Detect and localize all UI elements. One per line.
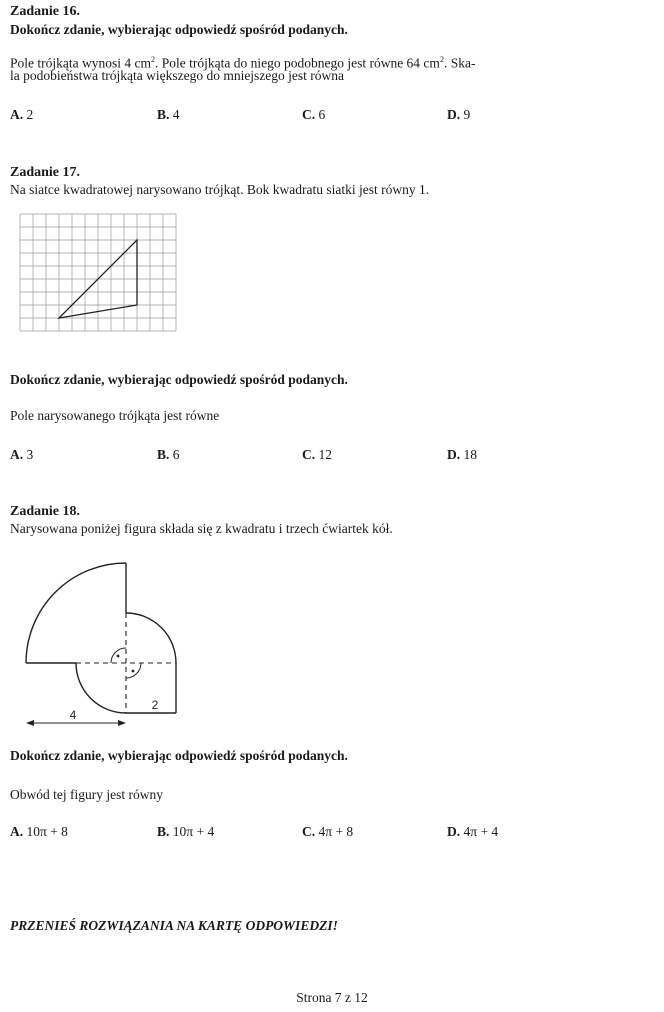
task18-option-c[interactable] xyxy=(302,824,353,840)
option-value: 18 xyxy=(463,447,477,462)
right-angle-dot-top xyxy=(117,655,120,658)
option-value: 2 xyxy=(26,107,34,122)
task18-question: Obwód tej figury jest równy xyxy=(10,787,163,802)
task16-text-a: Pole trójkąta wynosi 4 cm xyxy=(10,55,151,71)
option-letter: D. xyxy=(447,447,461,462)
big-quarter-arc xyxy=(26,563,126,663)
option-letter: A. xyxy=(10,447,24,462)
task18-figure xyxy=(10,555,190,735)
task18-option-a[interactable] xyxy=(10,824,68,840)
option-letter: A. xyxy=(10,107,24,122)
option-value: 4π + 4 xyxy=(463,824,499,839)
task16-text-c: . Ska- xyxy=(443,55,476,71)
task17-question: Pole narysowanego trójkąta jest równe xyxy=(10,408,220,423)
task16-text-b: . Pole trójkąta do niego podobnego jest równe 64 cm xyxy=(154,55,440,71)
option-letter: D. xyxy=(447,824,461,839)
right-angle-dot-bottom xyxy=(132,670,135,673)
dimension-arrow-left xyxy=(26,720,34,726)
task17-option-a[interactable] xyxy=(10,447,33,463)
task17-grid-figure xyxy=(18,212,178,347)
lower-quarter-arc xyxy=(76,663,126,713)
option-value: 12 xyxy=(318,447,332,462)
task17-intro: Na siatce kwadratowej narysowano trójkąt. Bok kwadratu siatki jest równy 1. xyxy=(10,182,430,197)
task16-option-b[interactable] xyxy=(157,107,180,123)
task18-instruction: Dokończ zdanie, wybierając odpowiedź spośród podanych. xyxy=(10,748,348,763)
task17-instruction: Dokończ zdanie, wybierając odpowiedź spośród podanych. xyxy=(10,372,348,387)
task17-title: Zadanie 17. xyxy=(10,165,81,180)
task16-option-c[interactable] xyxy=(302,107,325,123)
option-letter: B. xyxy=(157,107,170,122)
task17-option-d[interactable] xyxy=(447,447,477,463)
option-value: 9 xyxy=(463,107,471,122)
option-value: 4π + 8 xyxy=(318,824,354,839)
task18-intro: Narysowana poniżej figura składa się z kwadratu i trzech ćwiartek kół. xyxy=(10,521,393,536)
task18-option-b[interactable] xyxy=(157,824,214,840)
label-2: 2 xyxy=(151,698,159,712)
page-number: Strona 7 z 12 xyxy=(296,990,368,1005)
option-value: 3 xyxy=(26,447,34,462)
option-value: 6 xyxy=(318,107,326,122)
option-value: 4 xyxy=(172,107,180,122)
transfer-notice: PRZENIEŚ ROZWIĄZANIA NA KARTĘ ODPOWIEDZI! xyxy=(10,918,338,933)
task16-line2: la podobieństwa trójkąta większego do mniejszego jest równa xyxy=(10,68,345,83)
option-letter: D. xyxy=(447,107,461,122)
task18-option-d[interactable] xyxy=(447,824,498,840)
task17-option-c[interactable] xyxy=(302,447,332,463)
task16-option-d[interactable] xyxy=(447,107,470,123)
task16-sup2: 2 xyxy=(439,55,444,64)
option-value: 10π + 4 xyxy=(172,824,215,839)
option-letter: A. xyxy=(10,824,24,839)
upper-right-quarter-arc xyxy=(126,613,176,663)
task16-sup1: 2 xyxy=(150,55,155,64)
option-value: 10π + 8 xyxy=(26,824,68,839)
option-letter: C. xyxy=(302,824,316,839)
task16-title: Zadanie 16. xyxy=(10,4,81,19)
dimension-arrow-right xyxy=(118,720,126,726)
task16-instruction: Dokończ zdanie, wybierając odpowiedź spośród podanych. xyxy=(10,22,348,37)
grid-lines xyxy=(20,214,176,331)
task18-title: Zadanie 18. xyxy=(10,504,81,519)
option-letter: C. xyxy=(302,107,316,122)
option-letter: C. xyxy=(302,447,316,462)
task16-option-a[interactable] xyxy=(10,107,33,123)
option-letter: B. xyxy=(157,447,170,462)
option-value: 6 xyxy=(172,447,180,462)
task17-option-b[interactable] xyxy=(157,447,180,463)
label-4: 4 xyxy=(69,708,77,722)
option-letter: B. xyxy=(157,824,170,839)
